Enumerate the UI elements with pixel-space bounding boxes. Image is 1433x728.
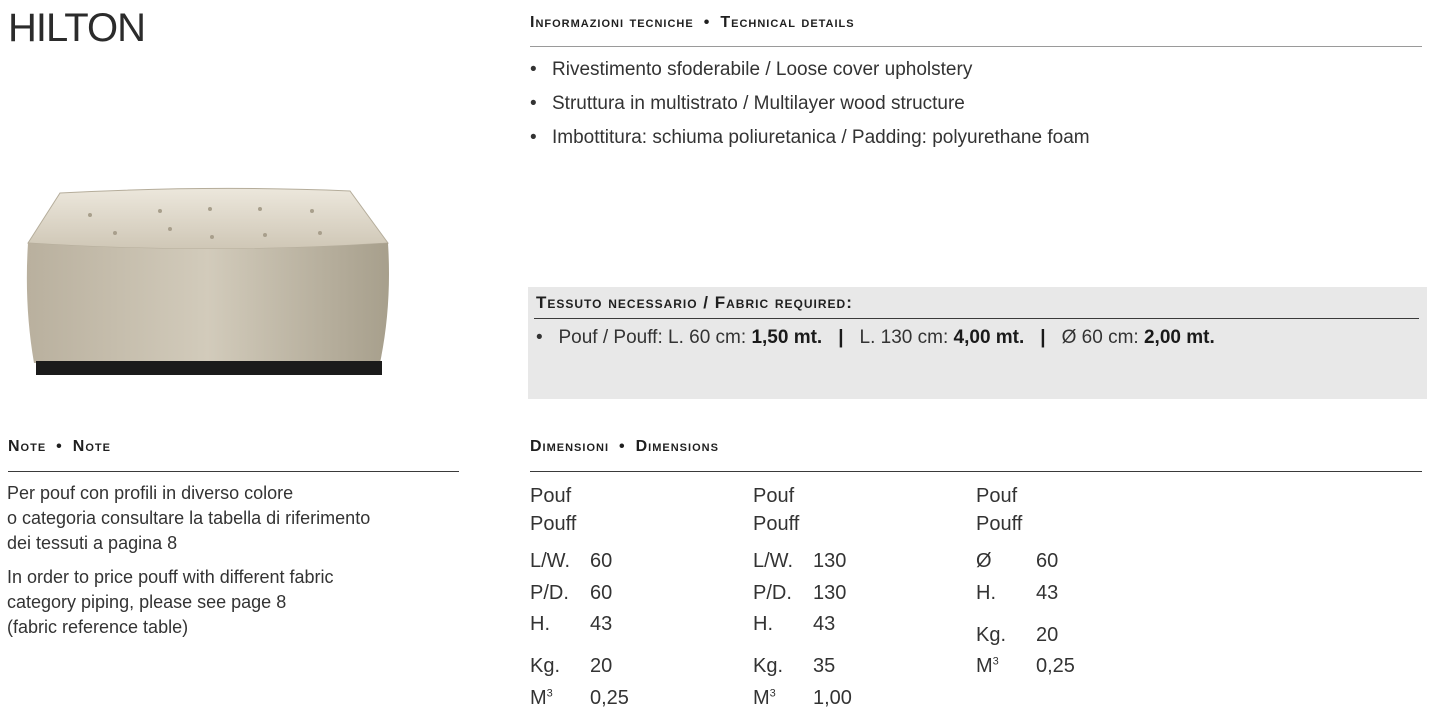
fabric-divider <box>534 318 1419 319</box>
technical-details-heading <box>530 14 855 32</box>
list-item: • Rivestimento sfoderabile / Loose cover upholstery <box>530 59 973 80</box>
list-item: • Struttura in multistrato / Multilayer wood structure <box>530 93 965 114</box>
dim-row: Kg. 35 <box>753 655 836 677</box>
fabric-required-line: • Pouf / Pouff: L. 60 cm: 1,50 mt. | L. 130 cm: 4,00 mt. | Ø 60 cm: 2,00 mt. <box>536 327 1215 348</box>
dimension-column-60: Pouf Pouff L/W. 60 P/D. 60 H. 43 Kg. 20 $M^3$ 0,25 <box>530 485 629 709</box>
technical-divider <box>530 46 1422 47</box>
dim-row: P/D. 60 <box>530 582 613 604</box>
dim-row: H. 43 <box>976 582 1059 604</box>
heading-separator: • <box>703 14 711 31</box>
fabric-required-panel <box>528 287 1427 399</box>
dim-row: L/W. 130 <box>753 550 847 572</box>
dim-row: $M^3$ 1,00 <box>753 687 852 709</box>
note-italian: Per pouf con profili in diverso colore o categoria consultare la tabella di riferimento dei tessuti a pagina 8 <box>7 483 371 553</box>
dim-row: Kg. 20 <box>530 655 613 677</box>
dim-row: H. 43 <box>530 613 613 635</box>
dim-row: $M^3$ 0,25 <box>976 655 1075 677</box>
dim-row: Ø 60 <box>976 550 1059 572</box>
dimension-column-round: Pouf Pouff Ø 60 H. 43 Kg. 20 $M^3$ 0,25 <box>976 485 1075 677</box>
technical-heading-it: Informazioni tecniche <box>530 14 694 31</box>
fabric-required-heading: Tessuto necessario / Fabric required: <box>536 293 853 312</box>
dimensions-divider <box>530 471 1422 472</box>
dim-row: H. 43 <box>753 613 836 635</box>
dimensions-heading: Dimensioni • Dimensions <box>530 438 719 455</box>
technical-heading-en: Technical details <box>720 14 855 31</box>
technical-details-list <box>530 58 1090 160</box>
notes-divider <box>8 471 459 472</box>
pouf-product-image <box>20 185 395 380</box>
fabric-value-round: 2,00 mt. <box>1143 327 1215 348</box>
dim-row: L/W. 60 <box>530 550 613 572</box>
dim-row: Kg. 20 <box>976 624 1059 646</box>
note-english: In order to price pouff with different fabric category piping, please see page 8 (fabric reference table) <box>7 567 334 637</box>
dim-row: P/D. 130 <box>753 582 847 604</box>
notes-heading: Note • Note <box>8 438 111 455</box>
list-item: • Imbottitura: schiuma poliuretanica / Padding: polyurethane foam <box>530 127 1090 148</box>
dimension-column-130: Pouf Pouff L/W. 130 P/D. 130 H. 43 Kg. 35 $M^3$ 1,00 <box>753 485 852 709</box>
dim-row: $M^3$ 0,25 <box>530 687 629 709</box>
fabric-value-130: 4,00 mt. <box>953 327 1025 348</box>
product-title: HILTON <box>8 6 145 50</box>
fabric-value-60: 1,50 mt. <box>751 327 823 348</box>
